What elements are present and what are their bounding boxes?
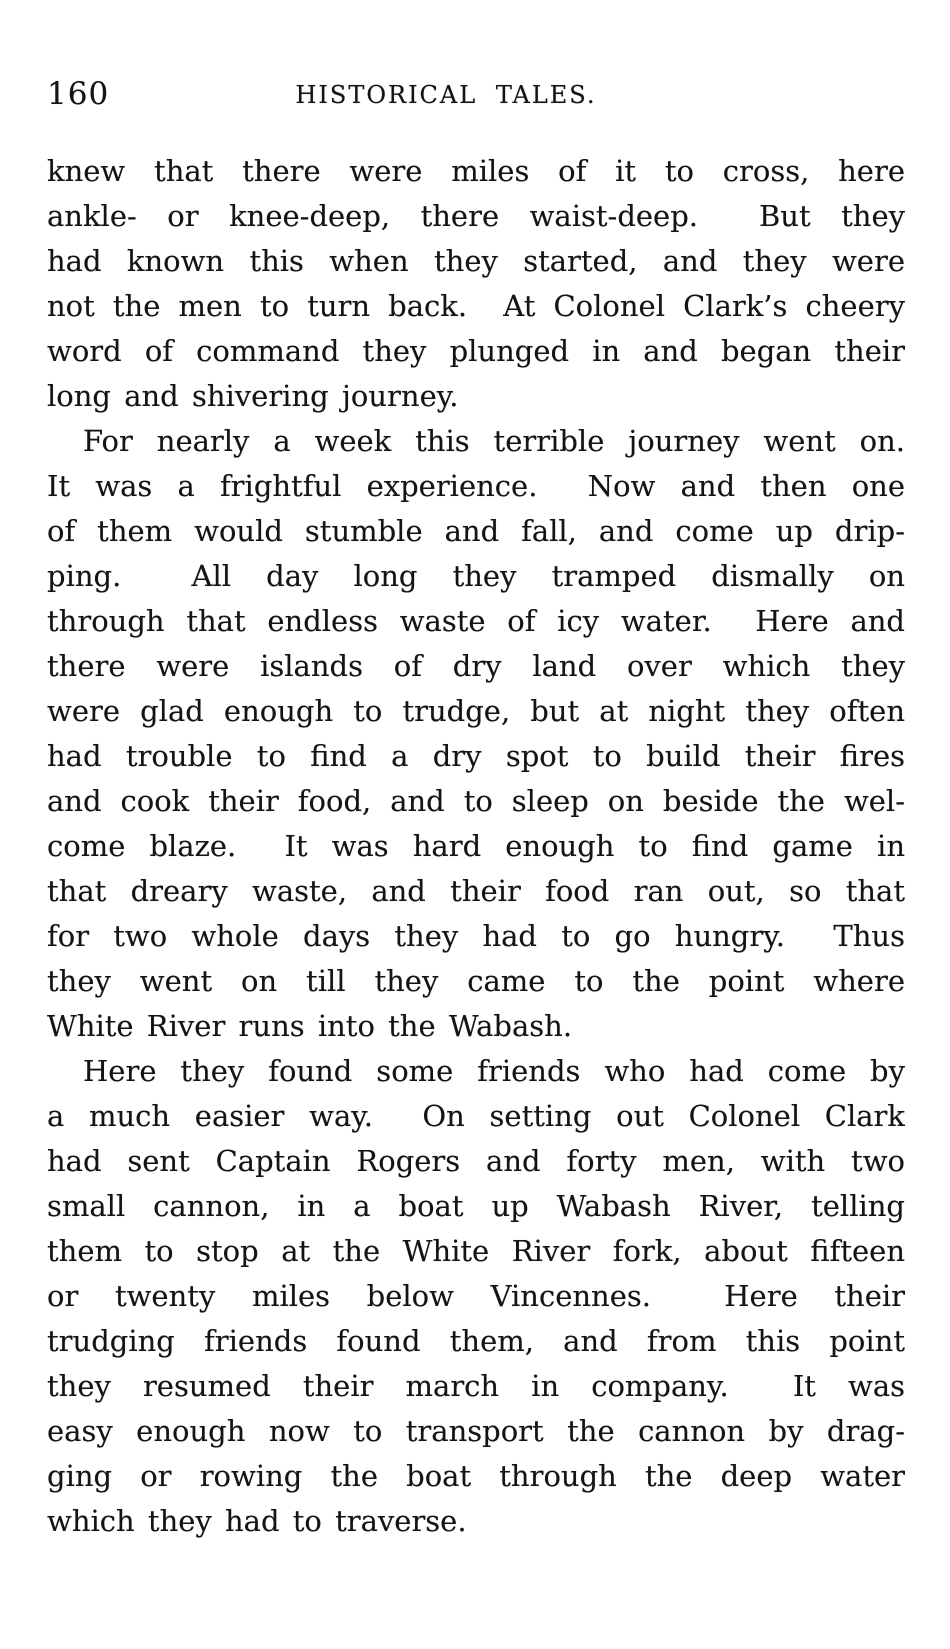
text-line: long and shivering journey. xyxy=(47,379,459,413)
text-line: White River runs into the Wabash. xyxy=(47,1009,573,1043)
running-title: HISTORICAL TALES. xyxy=(295,81,597,109)
text-line: It was a frightful experience. Now and then one xyxy=(47,469,905,503)
text-line: ging or rowing the boat through the deep water xyxy=(47,1459,905,1493)
text-line: had trouble to find a dry spot to build their fires xyxy=(47,739,905,773)
text-line: had sent Captain Rogers and forty men, with two xyxy=(47,1144,905,1178)
text-line: knew that there were miles of it to cross, here xyxy=(47,154,905,188)
text-line: had known this when they started, and they were xyxy=(47,244,905,278)
text-line: a much easier way. On setting out Colonel Clark xyxy=(47,1099,905,1133)
text-line: were glad enough to trudge, but at night they often xyxy=(47,694,905,728)
text-line: of them would stumble and fall, and come up drip- xyxy=(47,514,905,548)
text-line: ping. All day long they tramped dismally on xyxy=(47,559,905,593)
text-line: word of command they plunged in and began their xyxy=(47,334,905,368)
text-line: small cannon, in a boat up Wabash River, telling xyxy=(47,1189,905,1223)
page-number: 160 xyxy=(47,76,110,112)
page-header xyxy=(47,76,905,112)
page-text xyxy=(47,149,905,1544)
text-line: or twenty miles below Vincennes. Here their xyxy=(47,1279,905,1313)
text-line: and cook their food, and to sleep on beside the wel- xyxy=(47,784,905,818)
text-line: come blaze. It was hard enough to find game in xyxy=(47,829,905,863)
text-line: they went on till they came to the point where xyxy=(47,964,905,998)
text-line: Here they found some friends who had come by xyxy=(83,1054,905,1088)
text-line: which they had to traverse. xyxy=(47,1504,467,1538)
text-line: they resumed their march in company. It was xyxy=(47,1369,905,1403)
text-line: through that endless waste of icy water. Here and xyxy=(47,604,905,638)
text-line: ankle- or knee-deep, there waist-deep. But they xyxy=(47,199,905,233)
text-line: For nearly a week this terrible journey went on. xyxy=(83,424,905,458)
text-line: not the men to turn back. At Colonel Clark’s cheery xyxy=(47,289,905,323)
text-line: for two whole days they had to go hungry. Thus xyxy=(47,919,905,953)
text-line: them to stop at the White River fork, about fifteen xyxy=(47,1234,905,1268)
text-line: there were islands of dry land over which they xyxy=(47,649,905,683)
text-line: trudging friends found them, and from this point xyxy=(47,1324,905,1358)
text-line: easy enough now to transport the cannon by drag- xyxy=(47,1414,905,1448)
text-line: that dreary waste, and their food ran out, so that xyxy=(47,874,905,908)
